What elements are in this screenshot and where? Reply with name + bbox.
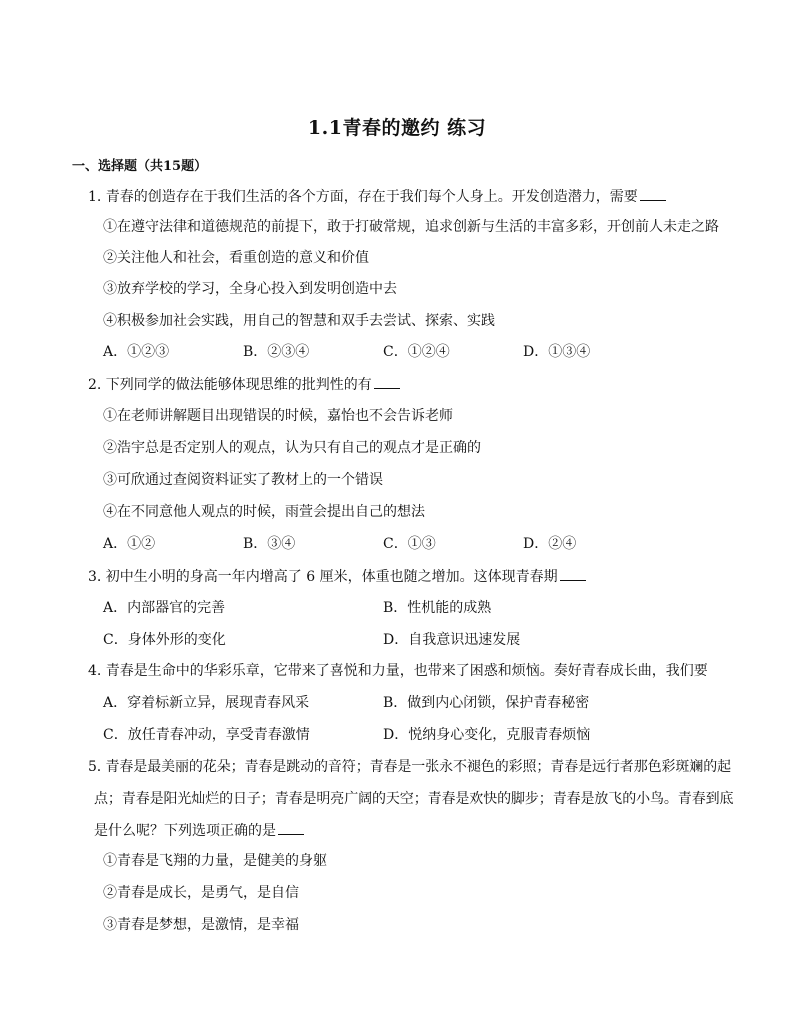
question-3-option-c: C．身体外形的变化 bbox=[103, 632, 226, 648]
question-2-statement-4: ④在不同意他人观点的时候，雨萱会提出自己的想法 bbox=[103, 504, 425, 520]
question-5-stem-line-1: 5. 青春是最美丽的花朵；青春是跳动的音符；青春是一张永不褪色的彩照；青春是远行者那色彩斑斓的起 bbox=[88, 759, 732, 775]
answer-blank bbox=[560, 566, 586, 581]
question-4-option-a: A．穿着标新立异，展现青春风采 bbox=[103, 695, 310, 711]
question-1-statement-2: ②关注他人和社会，看重创造的意义和价值 bbox=[103, 250, 369, 266]
question-4-option-b: B．做到内心闭锁，保护青春秘密 bbox=[383, 695, 590, 711]
question-1-statement-4: ④积极参加社会实践，用自己的智慧和双手去尝试、探索、实践 bbox=[103, 313, 495, 329]
question-5-statement-1: ①青春是飞翔的力量，是健美的身躯 bbox=[103, 853, 327, 869]
question-2-option-a: A．①② bbox=[103, 536, 156, 552]
question-1-statement-3: ③放弃学校的学习，全身心投入到发明创造中去 bbox=[103, 281, 397, 297]
question-1-option-d: D．①③④ bbox=[523, 344, 591, 360]
question-2-statement-2: ②浩宇总是否定别人的观点，认为只有自己的观点才是正确的 bbox=[103, 440, 481, 456]
question-1-option-a: A．①②③ bbox=[103, 344, 170, 360]
question-2-stem: 2. 下列同学的做法能够体现思维的批判性的有 bbox=[88, 374, 400, 395]
question-2-option-b: B．③④ bbox=[243, 536, 296, 552]
question-2-statement-3: ③可欣通过查阅资料证实了教材上的一个错误 bbox=[103, 472, 383, 488]
page-title: 1.1青春的邀约 练习 bbox=[307, 117, 487, 139]
question-3-stem: 3. 初中生小明的身高一年内增高了 6 厘米，体重也随之增加。这体现青春期 bbox=[88, 566, 586, 587]
question-4-stem: 4. 青春是生命中的华彩乐章，它带来了喜悦和力量，也带来了困惑和烦恼。奏好青春成长曲，我们要 bbox=[88, 663, 708, 679]
question-2-option-d: D．②④ bbox=[523, 536, 577, 552]
question-3-option-d: D．自我意识迅速发展 bbox=[383, 632, 521, 648]
answer-blank bbox=[278, 820, 304, 835]
question-5-stem-line-2: 点；青春是阳光灿烂的日子；青春是明亮广阔的天空；青春是欢快的脚步；青春是放飞的小鸟。青春到底 bbox=[94, 791, 734, 807]
question-1-option-c: C．①②④ bbox=[383, 344, 450, 360]
question-5-statement-2: ②青春是成长，是勇气，是自信 bbox=[103, 885, 299, 901]
answer-blank bbox=[374, 374, 400, 389]
question-1-statement-1: ①在遵守法律和道德规范的前提下，敢于打破常规，追求创新与生活的丰富多彩，开创前人未走之路 bbox=[103, 219, 719, 235]
answer-blank bbox=[640, 186, 666, 201]
question-2-statement-1: ①在老师讲解题目出现错误的时候，嘉怡也不会告诉老师 bbox=[103, 408, 453, 424]
question-5-stem-line-3: 是什么呢？下列选项正确的是 bbox=[94, 820, 304, 841]
question-4-option-c: C．放任青春冲动，享受青春激情 bbox=[103, 727, 310, 743]
question-4-option-d: D．悦纳身心变化，克服青春烦恼 bbox=[383, 727, 591, 743]
question-5-statement-3: ③青春是梦想，是激情，是幸福 bbox=[103, 917, 299, 933]
section-heading: 一、选择题（共15题） bbox=[72, 159, 208, 174]
question-1-option-b: B．②③④ bbox=[243, 344, 310, 360]
question-2-option-c: C．①③ bbox=[383, 536, 436, 552]
question-3-option-a: A．内部器官的完善 bbox=[103, 600, 226, 616]
question-1-stem: 1. 青春的创造存在于我们生活的各个方面，存在于我们每个人身上。开发创造潜力，需要 bbox=[88, 186, 666, 207]
question-3-option-b: B．性机能的成熟 bbox=[383, 600, 492, 616]
